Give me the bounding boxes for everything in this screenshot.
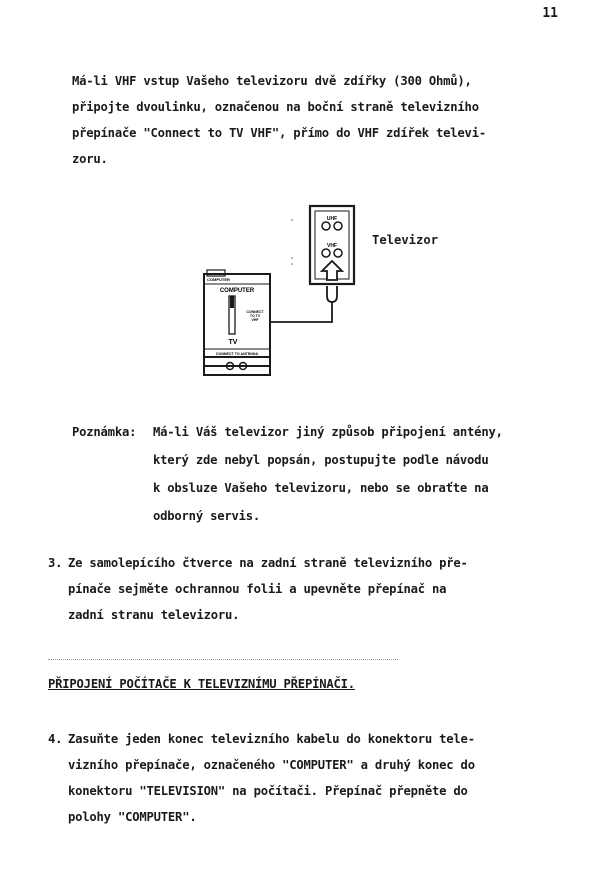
page-number: 11 <box>542 6 558 21</box>
note-line-2: který zde nebyl popsán, postupujte podle návodu <box>153 453 489 467</box>
connection-diagram <box>195 198 495 383</box>
switch-top-tag: COMPUTER <box>207 277 230 282</box>
vhf-terminal-left-icon <box>322 249 330 257</box>
uhf-terminal-right-icon <box>334 222 342 230</box>
item4-line-3: konektoru "TELEVISION" na počítači. Přepínač přepněte do <box>68 784 468 798</box>
intro-line-4: zoru. <box>72 152 108 166</box>
tv-label: Televizor <box>372 233 439 247</box>
switch-connect-line3: VHF <box>251 318 259 322</box>
tv-vhf-label: VHF <box>327 243 337 249</box>
note-line-4: odborný servis. <box>153 509 261 523</box>
intro-line-2: připojte dvoulinku, označenou na boční straně televizního <box>72 100 479 114</box>
note-line-1: Má-li Váš televizor jiný způsob připojení antény, <box>153 425 503 439</box>
switch-connect-line1: CONNECT <box>246 310 264 314</box>
up-arrow-icon <box>322 261 342 280</box>
twin-lead-cable <box>270 310 332 322</box>
list-item-4-body <box>68 726 475 830</box>
list-item-3-number: 3. <box>48 556 63 570</box>
tv-uhf-label: UHF <box>326 216 338 222</box>
switch-bottom-label: CONNECT TO ANTENNA <box>215 352 259 356</box>
vhf-terminal-right-icon <box>334 249 342 257</box>
intro-paragraph <box>72 68 562 172</box>
note-line-3: k obsluze Vašeho televizoru, nebo se obraťte na <box>153 481 489 495</box>
switch-slider-knob <box>230 296 234 308</box>
note-label: Poznámka: <box>72 425 137 439</box>
connection-diagram-svg <box>195 198 495 383</box>
section-heading: PŘIPOJENÍ POČÍTAČE K TELEVIZNÍMU PŘEPÍNAČI. <box>48 677 355 691</box>
tv-switch-box <box>204 270 270 375</box>
item4-line-2: vizního přepínače, označeného "COMPUTER" a druhý konec do <box>68 758 475 772</box>
note-body <box>153 418 503 530</box>
item3-line-2: pínače sejměte ochrannou folii a upevněte přepínač na <box>68 582 447 596</box>
switch-tv-label: TV <box>228 339 238 346</box>
section-divider <box>48 659 398 660</box>
list-item-3-body <box>68 550 468 628</box>
vhf-connector-plug-icon <box>327 286 337 310</box>
item3-line-1: Ze samolepícího čtverce na zadní straně televizního pře- <box>68 556 468 570</box>
list-item-4-number: 4. <box>48 732 63 746</box>
item3-line-3: zadní stranu televizoru. <box>68 608 240 622</box>
intro-line-3: přepínače "Connect to TV VHF", přímo do VHF zdířek televi- <box>72 126 486 140</box>
intro-line-1: Má-li VHF vstup Vašeho televizoru dvě zdířky (300 Ohmů), <box>72 74 472 88</box>
switch-computer-label: COMPUTER <box>219 288 255 294</box>
item4-line-1: Zasuňte jeden konec televizního kabelu do konektoru tele- <box>68 732 475 746</box>
item4-line-4: polohy "COMPUTER". <box>68 810 197 824</box>
uhf-terminal-left-icon <box>322 222 330 230</box>
switch-connect-line2: TO TV <box>249 314 261 318</box>
